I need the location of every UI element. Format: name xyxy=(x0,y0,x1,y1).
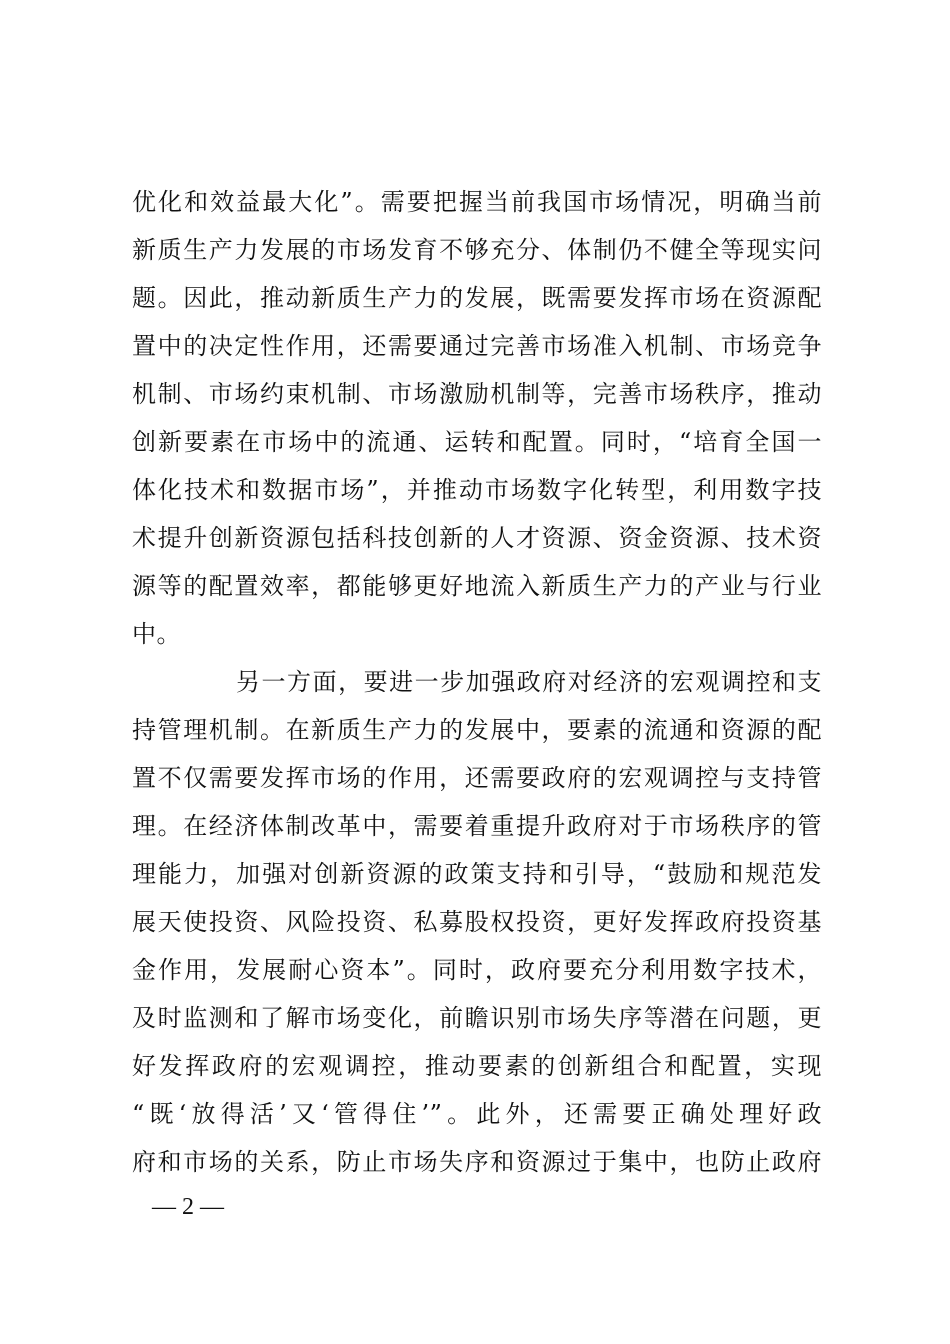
text-line: “既‘放得活’又‘管得住’”。此外，还需要正确处理好政 xyxy=(132,1100,822,1128)
text-line: 理。在经济体制改革中，需要着重提升政府对于市场秩序的管 xyxy=(132,812,822,840)
text-line: 持管理机制。在新质生产力的发展中，要素的流通和资源的配 xyxy=(132,716,822,744)
text-line: 源等的配置效率，都能够更好地流入新质生产力的产业与行业 xyxy=(132,572,822,600)
text-line: 金作用，发展耐心资本”。同时，政府要充分利用数字技术， xyxy=(132,956,822,984)
text-line: 创新要素在市场中的流通、运转和配置。同时，“培育全国一 xyxy=(132,428,822,456)
text-line: 好发挥政府的宏观调控，推动要素的创新组合和配置，实现 xyxy=(132,1052,822,1080)
text-line: 置不仅需要发挥市场的作用，还需要政府的宏观调控与支持管 xyxy=(132,764,822,792)
text-line: 题。因此，推动新质生产力的发展，既需要发挥市场在资源配 xyxy=(132,284,822,312)
text-line: 另一方面，要进一步加强政府对经济的宏观调控和支 xyxy=(236,668,822,696)
text-line: 及时监测和了解市场变化，前瞻识别市场失序等潜在问题，更 xyxy=(132,1004,822,1032)
text-line: 体化技术和数据市场”，并推动市场数字化转型，利用数字技 xyxy=(132,476,822,504)
text-line: 新质生产力发展的市场发育不够充分、体制仍不健全等现实问 xyxy=(132,236,822,264)
text-line: 展天使投资、风险投资、私募股权投资，更好发挥政府投资基 xyxy=(132,908,822,936)
text-line: 府和市场的关系，防止市场失序和资源过于集中，也防止政府 xyxy=(132,1148,822,1176)
text-line: 理能力，加强对创新资源的政策支持和引导，“鼓励和规范发 xyxy=(132,860,822,888)
text-line: 优化和效益最大化”。需要把握当前我国市场情况，明确当前 xyxy=(132,188,822,216)
text-line: 术提升创新资源包括科技创新的人才资源、资金资源、技术资 xyxy=(132,524,822,552)
text-line: 中。 xyxy=(132,620,181,648)
text-line: 置中的决定性作用，还需要通过完善市场准入机制、市场竞争 xyxy=(132,332,822,360)
text-line: 机制、市场约束机制、市场激励机制等，完善市场秩序，推动 xyxy=(132,380,822,408)
page-number: — 2 — xyxy=(152,1194,224,1220)
body-text xyxy=(132,178,822,1186)
